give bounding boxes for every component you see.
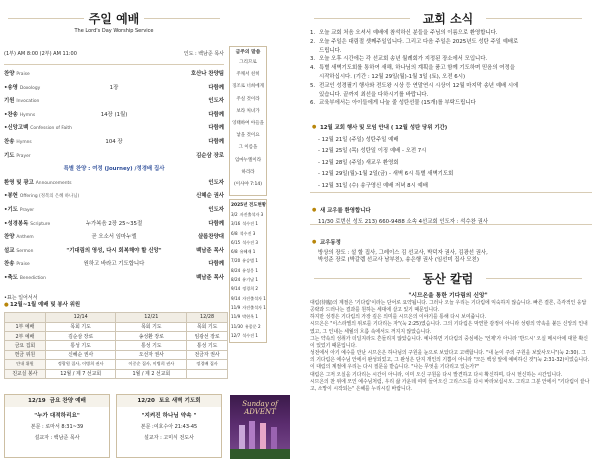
verse-box (229, 46, 267, 196)
card-date: 12/20 (137, 398, 155, 404)
verse-line: 임마누엘이라 (234, 157, 262, 163)
bible-row (231, 322, 265, 331)
order-label-text: •송영 (4, 84, 18, 91)
order-label (4, 152, 31, 161)
bible-row (231, 275, 265, 284)
table-cell: 1월 / 제 2 선교회 (116, 369, 187, 378)
order-row (4, 260, 224, 269)
news-item (310, 65, 592, 73)
stand-note: •표는 일어서서 (4, 295, 38, 301)
news-rule-right (486, 18, 582, 19)
column-paragraph: 그는 약속의 성취가 더딜지라도 흔들리지 않았습니다. 예나하면 기다림의 중심에는 '언제'가 아니라 '반드시' 오실 메시아에 대한 확신이 있었기 때문입니다. (310, 335, 588, 349)
news-rule-left (314, 18, 410, 19)
news-text: 오늘 주일은 대림절 셋째주일입니다. 그리고 다음 주일은 2025년도 성탄 주일 예배로 (319, 38, 519, 45)
order-right: 백남준 목사 (196, 247, 224, 254)
card-date: 12/19 (28, 398, 46, 404)
table-cell: 임광선 장로 (187, 331, 228, 340)
table-header-cell: 12/28 (187, 313, 228, 322)
dash-icon: - (318, 148, 322, 155)
schedule-table (4, 312, 228, 379)
order-mid: "기대림의 영성, 다시 회복해야 할 신앙" (66, 247, 162, 254)
table-header-row (5, 313, 228, 322)
column-paragraph: 이 대림의 계절에 우리는 다시 질문을 받습니다. "나는 무엇을 기다리고 있는가?" (310, 364, 480, 371)
news-number: 2. (310, 38, 316, 45)
table-body (5, 322, 228, 378)
verse-line: 징조로 너희에게 (232, 84, 264, 90)
order-mid: 1장 (109, 84, 119, 91)
title-rule-right (144, 18, 220, 19)
news-number: 4. (310, 65, 316, 72)
bible-row (231, 284, 265, 293)
order-right: 다함께 (208, 125, 224, 132)
christmas-item-text: 12월 25일 (목) 성탄일 이징 예배 - 오전 7시 (321, 148, 427, 155)
column-paragraph: 성전에서 아기 예수를 만난 시므온은 하나님의 구원을 눈으로 보았다고 고백합니다. "내 눈이 주의 구원을 보았사오니"(눅 2:30). 그의 기다림은 에수님 안에서 완성되었고, 그 완성은 단지 개인의 기쁨이 아니라 "모든 백성 앞에 예비하신 것"(눅 2:31-32)이었습니다. (310, 350, 590, 364)
order-label (4, 124, 72, 133)
order-label (4, 274, 46, 283)
column-title: 동산 칼럼 (422, 272, 474, 286)
order-label-en: Praise (16, 72, 30, 77)
schedule-section (4, 302, 228, 379)
bullet-icon: ● (312, 207, 317, 213)
table-cell: 12월 / 제 7 선교회 (45, 369, 116, 378)
column-paragraph: 하지만 성경은 기다림의 가장 깊은 의미를 시므온의 이야기를 통해 다시 보여줍니다. (310, 314, 487, 321)
christmas-item (318, 135, 592, 146)
bible-date: 11/9 (231, 304, 241, 310)
column-paragraph: 대림(待臨)의 계절은 '기다림'이라는 단어로 요약됩니다. 그러나 오늘 우리는 기다림에 익숙하지 않습니다. 빠른 결론, 즉각적인 응답 공략과 드러나는 결과를 원하는 세대에 살고 있기 때문입니다. (310, 300, 587, 314)
bible-date: 9/14 (231, 286, 241, 292)
column-paragraph: 시므온은 "이스라엘의 위로를 기다리는 자"(눅 2:25)였습니다. 그의 기다림은 막연한 감정이 아니라 성령의 약속을 붙든 신앙의 인내였고, 그 인내는 세월의 흐름 속에서도 꺼지지 않았습니다. (310, 321, 588, 335)
verse-title: 금주의 말씀 (235, 50, 261, 55)
table-cell: 이중순 집사, 이병희 권사 (116, 360, 187, 369)
bible-date: 8/24 (231, 277, 241, 283)
bible-row (231, 229, 265, 238)
event-cards (4, 394, 226, 458)
news-item (310, 92, 592, 100)
title-rule-left (8, 18, 84, 19)
order-label-text: 기도 (4, 152, 15, 159)
news2-line: 방상의 장도 : 설 할 집사, 그레이스 김 선교사, 박덕자 권사, 김광선 권사, (318, 250, 488, 256)
event-card (116, 394, 222, 458)
order-row (4, 233, 224, 242)
table-cell: 오선자 권사 (116, 350, 187, 359)
order-label-en: Hymns (16, 140, 32, 145)
order-row (4, 111, 224, 120)
side-column (229, 46, 267, 343)
order-label (4, 206, 34, 215)
news-item (310, 48, 592, 56)
order-label (4, 70, 30, 79)
order-label-en: Sermon (16, 248, 34, 254)
bible-row (231, 247, 265, 256)
table-cell: 통성 기도 (187, 341, 228, 350)
order-label-text: 찬양 (4, 71, 15, 77)
card-title: "누가 대적하리요" (34, 413, 80, 419)
order-of-worship (4, 70, 224, 280)
news2-box (310, 229, 592, 264)
bible-row (231, 294, 265, 303)
table-cell: 통성 기도 (45, 341, 116, 350)
welcome-box (310, 197, 592, 226)
column-paragraph: 대림은 그저 오실을 기다리는 시간이 아니라, 이미 오신 구원을 다시 발견하고 다시 확신하며, 다시 헌신하는 시간입니다. (310, 371, 563, 378)
christmas-item-text: 12월 29일(월)-1월 2일(금) - 새벽 6시 특별 새벽기도회 (321, 171, 454, 178)
table-cell: 목회 기도 (45, 322, 116, 331)
bible-name: 석수진 1 (242, 332, 258, 338)
bible-name: 유혜재 1 (239, 249, 256, 255)
order-row (4, 274, 224, 283)
news-text: 시작하십시다. (기간 : 12월 29일(월)-1월 3일 (토), 오전 6시) (319, 74, 466, 80)
news-item (310, 30, 592, 38)
bible-name: 자진출석자 1 (242, 295, 266, 301)
christmas-heading (310, 123, 451, 132)
news-text: 오늘 교회 처음 오셔서 예배에 참석하신 분들을 주님의 이름으로 환영합니다. (319, 30, 498, 36)
card-line: 설교자 : 백남준 목사 (34, 435, 80, 441)
table-cell: 신혜순 권사 (45, 350, 116, 359)
order-label-en: Announcements (35, 180, 72, 186)
card-kind: 금요 찬양 예배 (49, 398, 86, 404)
order-label (4, 179, 72, 188)
bible-date: 3/16 (231, 221, 241, 227)
bible-name: 유성웅 1 (242, 267, 258, 273)
bible-date: 7/20 (231, 258, 241, 264)
table-row (5, 350, 228, 359)
worship-title: 주일 예배 (88, 12, 140, 26)
bible-name: 석수진 3 (239, 230, 256, 236)
welcome-heading (310, 206, 375, 215)
verse-line: 낳을 것이요 (236, 133, 260, 139)
order-mid: 원하고 바라고 기도합니다 (83, 261, 145, 268)
dash-icon: - (318, 159, 322, 166)
news-number: 1. (310, 30, 316, 36)
order-label-text: 찬양 (4, 234, 15, 241)
card-header (117, 395, 221, 407)
order-right: 인도자 (208, 179, 224, 186)
bible-row (231, 238, 265, 247)
order-right: 인도자 (208, 98, 224, 105)
order-label-text: •기도 (4, 207, 18, 213)
table-header-cell (5, 313, 46, 322)
verse-line: 보라 처녀가 (236, 108, 260, 114)
table-cell: 목회 기도 (187, 322, 228, 331)
order-right: 다함께 (208, 220, 224, 227)
table-cell: 김순삼 장로 (45, 331, 116, 340)
table-cell: 금요 집회 (5, 341, 46, 350)
order-row (4, 206, 224, 215)
order-mid: 특별 찬양 : 여정 (Journey) /정경배 집사 (63, 166, 165, 173)
bullet-icon: ● (312, 239, 317, 245)
order-label-en: Offering (정복의 은혜 하나님) (19, 194, 80, 200)
time-rule (4, 64, 224, 65)
order-mid: 14장 (1월) (100, 111, 128, 118)
table-header-cell: 12/21 (116, 313, 187, 322)
bible-date: 3/2 (231, 212, 238, 217)
order-label-text: •봉헌 (4, 193, 18, 200)
divider (310, 224, 592, 225)
news-text: 전교인 성경필기 행사와 전도왕 시상 등 연말연시 시상이 12월 마지막 송년 예배 시에 (319, 82, 519, 89)
bible-name: 유기남 1 (242, 277, 258, 283)
verse-line: 잉태하여 아들을 (232, 121, 264, 127)
bullet-icon: ● (4, 302, 9, 308)
order-label-en: Scripture (30, 221, 51, 227)
event-card (4, 394, 110, 458)
order-right: 백남준 목사 (196, 275, 224, 281)
welcome-heading-text: 새 교우를 환영합니다 (320, 208, 371, 214)
column-rule-left (314, 278, 410, 279)
news-text: 드립니다. (319, 47, 342, 54)
bible-box (229, 199, 267, 343)
order-row (4, 192, 224, 201)
verse-line: 그리므로 (239, 60, 257, 65)
bible-date: 11/9 (231, 314, 241, 320)
verse-line: 주께서 친히 (236, 72, 260, 78)
wreath-icon (230, 449, 290, 459)
bible-row (231, 219, 265, 228)
christmas-item (318, 158, 592, 169)
christmas-item-text: 12월 28일 (주일) 새교우 환영회 (321, 159, 399, 166)
column-section (300, 262, 596, 460)
news-list (310, 30, 592, 110)
bible-name: 유승범 1 (242, 258, 258, 264)
advent-text: Sunday of ADVENT (242, 400, 278, 416)
bible-date: 6/15 (231, 239, 241, 245)
table-row (5, 369, 228, 378)
verse-line: (이사야 7:14) (233, 182, 263, 188)
news-item (310, 100, 592, 108)
order-right: 다함께 (208, 111, 224, 118)
order-mid: 곧 오소서 임마누엘 (91, 234, 137, 241)
order-label-text: •신앙고백 (4, 125, 29, 132)
bible-date: 8/24 (231, 267, 241, 273)
column-rule-right (486, 278, 582, 279)
bible-title: 2025년 전도현황 (231, 203, 266, 208)
order-right: 다함께 (208, 261, 224, 268)
news2-heading (310, 238, 345, 247)
order-label (4, 192, 79, 201)
bible-name: 박현옥 1 (242, 314, 258, 320)
bible-date: 6/8 (231, 230, 238, 236)
column-body (310, 300, 590, 393)
card-line: 본문 :여호수아 21:43-45 (140, 424, 198, 430)
bible-name: 자진출석자 1 (242, 304, 266, 310)
table-row (5, 322, 228, 331)
order-label-text: 찬송 (4, 261, 15, 268)
verse-line: 주실 것이라 (236, 96, 260, 102)
table-cell: 헌금 위원 (5, 350, 46, 359)
verse-line: 그 이름을 (238, 145, 258, 151)
table-row (5, 360, 228, 369)
news-title: 교회 소식 (422, 12, 474, 26)
christmas-item (318, 146, 592, 157)
news-text: 교육부에서는 아이들에게 나눌 줄 성탄선물 (15개)를 부탁드립니다 (319, 100, 476, 107)
card-line: 설교자 : 고미식 전도사 (144, 435, 194, 441)
table-cell: 안내 위원 (5, 360, 46, 369)
candle-icon (271, 427, 277, 451)
bullet-icon: ● (312, 124, 317, 130)
order-label-text: 설교 (4, 247, 15, 254)
order-label-en: Anthem (16, 235, 34, 241)
order-label-en: Prayer (16, 153, 31, 159)
order-mid: 104 장 (105, 139, 123, 145)
bible-name: 석수진 1 (242, 221, 258, 227)
card-header (5, 395, 109, 407)
schedule-heading (4, 302, 228, 309)
table-cell: 목회 기도 (116, 322, 187, 331)
table-cell: 친교실 봉사 (5, 369, 46, 378)
advent-image (230, 395, 290, 459)
order-right: 다함께 (208, 139, 224, 145)
order-label-text: •축도 (4, 275, 18, 281)
worship-subtitle: The Lord's Day Worship Service (74, 28, 154, 34)
order-row (4, 220, 224, 229)
order-label-text: 환영 및 광고 (4, 179, 34, 186)
bible-date: 12/7 (231, 332, 241, 338)
column-subtitle: "시므온을 통한 기다림의 신앙" (408, 293, 488, 299)
news-item (310, 83, 592, 91)
table-cell (187, 369, 228, 378)
bible-date: 6/8 (231, 249, 238, 255)
bible-row (231, 210, 265, 219)
christmas-box (310, 114, 592, 189)
christmas-item (318, 181, 592, 192)
christmas-item-text: 12월 21일 (주일) 성탄주일 예배 (321, 137, 399, 143)
order-label-text: •성경봉독 (4, 220, 29, 227)
order-label-en: Doxology (19, 85, 41, 91)
christmas-list (310, 135, 592, 192)
christmas-heading-text: 12월 교회 행사 및 모임 안내 ( 12월 성탄 당위 기간) (320, 125, 448, 131)
news-text: 있습니다. 끝까지 최선을 다하시기를 바랍니다. (319, 91, 429, 98)
order-mid: 누가복음 2장 25~35절 (85, 220, 143, 227)
candle-icon (239, 425, 245, 451)
news-number: 3. (310, 56, 316, 63)
bible-date: 11/30 (231, 323, 243, 329)
order-row (4, 179, 224, 188)
table-row (5, 331, 228, 340)
bible-row (231, 256, 265, 265)
order-right: 샬롬찬양대 (197, 234, 224, 241)
bible-row (231, 312, 265, 321)
verse-line: 하리라 (241, 169, 255, 175)
christmas-item (318, 169, 592, 180)
order-label-en: Invocation (16, 99, 40, 105)
bible-name: 정경희 2 (242, 286, 258, 292)
bible-row (231, 266, 265, 275)
news-text: 특별 새벽기도회를 통하여 새해, 하나님의 계획을 품고 함께 기도하며 믿음의 여정을 (319, 65, 515, 72)
card-line: 본문 : 로마서 8:31~39 (30, 424, 84, 430)
order-row (4, 84, 224, 93)
news-number: 6. (310, 100, 316, 107)
order-row (4, 138, 224, 147)
card-title: "지켜진 하나님 약속 " (141, 413, 197, 419)
bible-rows (231, 210, 265, 340)
order-label (4, 97, 39, 106)
order-right: 신혜순 권사 (196, 193, 224, 200)
order-label-text: 기원 (4, 98, 15, 105)
table-cell: 전금자 권사 (187, 350, 228, 359)
order-label-text: •찬송 (4, 111, 18, 118)
table-cell: 2부 예배 (5, 331, 46, 340)
bible-name: 석수진 3 (242, 239, 258, 245)
news-number: 5. (310, 82, 316, 89)
news-section (300, 4, 596, 264)
table-cell: 송성환 장로 (116, 331, 187, 340)
order-label-en: Praise (16, 262, 30, 268)
news2-line: 박성준 장로 (박갈렙 선교사 남부친), 송은행 권사 (임선미 집사 모친) (318, 257, 479, 264)
order-row (4, 152, 224, 161)
order-right: 호산나 찬양팀 (190, 71, 224, 77)
order-row (4, 70, 224, 79)
news-text: 오늘 오후 시간에는 각 선교회 송년 월례회가 지정된 장소에서 모입니다. (319, 56, 488, 63)
verse-lines (231, 57, 265, 191)
order-label-en: Confession of Faith (30, 126, 72, 132)
worship-time: (1부) AM 8:00 (2부) AM 11:00 (4, 51, 77, 57)
dash-icon: - (318, 182, 322, 189)
order-row (4, 124, 224, 133)
divider (310, 192, 592, 193)
news-item (310, 56, 592, 64)
table-header-cell: 12/14 (45, 313, 116, 322)
christmas-item-text: 12월 31일 (수) 송구영신 예배 저녁 8시 예배 (321, 182, 428, 189)
table-cell: 정경배 집사 (187, 360, 228, 369)
news2-heading-text: 교우동정 (320, 240, 341, 246)
order-label-en: Prayer (19, 208, 35, 213)
bible-row (231, 303, 265, 312)
column-paragraph: 시므온의 찬 위에 모인 예수님처럼, 우리 삶 가운데 여미 들어오신 그리스도를 다시 바라보십시오. 그리고 그분 안에서 "기다림이 끝나고, 소망이 시작되는" 은혜를 누리시길 바랍니다. (310, 378, 590, 392)
order-label-text: 찬송 (4, 139, 15, 145)
schedule-heading-text: 12월~1월 예배 및 봉사 위원 (10, 302, 81, 308)
order-row (4, 247, 224, 256)
table-cell: 통성 기도 (116, 341, 187, 350)
order-row (4, 165, 224, 174)
welcome-line: 11/30 로번신 성도 213) 660-9488 소속 4선교회 인도자 : 석수찬 권사 (318, 219, 488, 225)
table-cell: 정광원 집사, 이병희 권사 (45, 360, 116, 369)
order-row (4, 97, 224, 106)
worship-section (4, 4, 224, 304)
order-right: 인도자 (208, 207, 224, 213)
candle-icon (260, 423, 266, 451)
bible-date: 9/14 (231, 295, 241, 301)
order-right: 김순삼 장로 (196, 152, 224, 159)
card-kind: 토요 새벽 기도회 (158, 398, 201, 404)
news-item (310, 74, 592, 82)
table-cell: 1부 예배 (5, 322, 46, 331)
bible-name: 유종문 2 (244, 323, 261, 329)
dash-icon: - (318, 137, 322, 143)
dash-icon: - (318, 171, 322, 178)
news-item (310, 39, 592, 47)
candle-icon (249, 421, 255, 451)
order-label-en: Hymns (19, 112, 36, 118)
bible-row (231, 331, 265, 340)
order-label-en: Benediction (19, 276, 46, 281)
worship-presider: 인도 : 백남준 목사 (183, 51, 224, 57)
bible-name: 자진출석자 3 (239, 212, 264, 217)
order-right: 다함께 (208, 84, 224, 91)
table-row (5, 341, 228, 350)
